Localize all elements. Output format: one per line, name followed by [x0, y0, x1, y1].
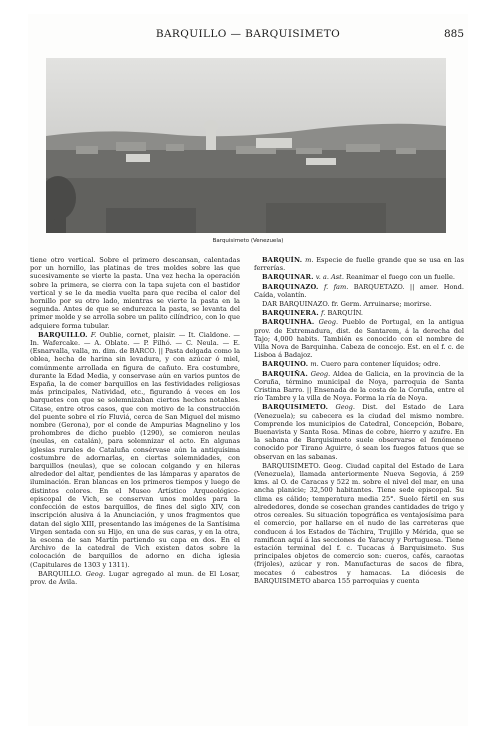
- continued-text: [30, 256, 240, 330]
- entry-label: m.: [305, 256, 314, 264]
- entry-text: DAR BARQUINAZO. fr. Germ. Arruinarse; morirse.: [262, 300, 432, 309]
- photo-caption: Barquisimeto (Venezuela): [212, 238, 284, 244]
- page-header: [28, 28, 468, 42]
- right-column: [254, 256, 464, 726]
- entry-label: f. fam.: [323, 282, 349, 291]
- entry-text: BARQUISIMETO. Geog. Ciudad capital del Estado de Lara (Venezuela), llamada anteriormente Nueva Segovia, á 259 kms. al O. de Caracas y 522 m. sobre el nivel del mar, en una ancha planicie; 32,500 habitantes. Tiene sede episcopal. Su clima es cálido; temperatura media 25°. Suelo fértil en sus alrededores, donde se cosechan grandes cantidades de trigo y otros cereales. Su situación topográfica es ventajosísima para el comercio, por hallarse en el nudo de las carreteras que conducen á los Estados de Táchira, Trujillo y Mérida, que se ramifican aquí á las secciones de Yaracuy y Portuguesa. Tiene estación terminal del f. c. Tucacas á Barquisimeto. Sus principales objetos de comercio son: cueros, cafés, caraotas (frijoles), azúcar y ron. Manufacturas de sacos de fibra, mecates ó cabestros y hamacas. La diócesis de BARQUISIMETO abarca 155 parroquias y cuenta: [254, 461, 464, 585]
- dictionary-entry: [254, 360, 464, 368]
- entry-label: Geog.: [318, 318, 339, 327]
- entry-text: tiene otro vertical. Sobre el primero descansan, calentadas por un hornillo, las platinas de tres moldes sobre las que sucesivamente se vierte la pasta. Una vez hecha la operación sobre la primera, se cierra con la tapa sujeta con el bastidor vertical y se le da media vuelta para que reciba el calor del hornillo por su otro lado, mientras se vierte la pasta en la segunda. Antes de que se endurezca la pasta, se levanta del primer molde y se arrolla sobre un palito cilíndrico, con lo que adquiere forma tubular.: [30, 256, 240, 330]
- entry-label: m.: [310, 360, 319, 369]
- running-title: BARQUILLO — BARQUISIMETO: [155, 28, 341, 40]
- headword-small: BARQUILLO.: [38, 569, 83, 578]
- dictionary-entry: [30, 570, 240, 586]
- dictionary-entry: [254, 273, 464, 281]
- dictionary-entry: [254, 370, 464, 403]
- headword: BARQUINAR.: [262, 273, 314, 282]
- entry-text: Aldea de Galicia, en la provincia de la Coruña, término municipal de Noya, parroquia de Santa Cristina Barro. || Ensenada de la costa de la Coruña, entre el río Tambre y la villa de Noya. Forma la ría de Noya.: [254, 369, 464, 403]
- headword: BARQUINAZO.: [262, 282, 319, 291]
- entry-text: Dist. del Estado de Lara (Venezuela); su cabecera es la ciudad del mismo nombre. Comprende los municipios de Catedral, Concepción, Bobare, Buenavista y Santa Rosa. Minas de cobre, hierro y azufre. En la sabana de Barquisimeto suele observarse el fenómeno conocido por Tirano Aguirre, ó sean los fuegos fatuos que se observan en las sabanas.: [254, 403, 464, 461]
- entry-text: Lugar agregado al mun. de El Losar, prov. de Ávila.: [30, 569, 240, 586]
- headword: BARQUINHA.: [262, 318, 315, 327]
- entry-label: f.: [321, 309, 326, 318]
- headword: BARQUIÑA.: [262, 369, 308, 378]
- headword: BARQUINO.: [262, 360, 309, 369]
- dictionary-entry: [254, 462, 464, 585]
- entry-label: v. a. Ast.: [315, 273, 344, 282]
- dictionary-entry: [254, 318, 464, 359]
- city-photograph: [46, 58, 446, 233]
- entry-text: Reanimar el fuego con un fuelle.: [346, 273, 456, 282]
- dictionary-entry: [254, 309, 464, 317]
- entry-label: Geog.: [310, 369, 331, 378]
- entry-label: Geog.: [335, 403, 355, 412]
- headword: BARQUÍN.: [262, 256, 303, 264]
- entry-text: Especie de fuelle grande que se usa en las ferrerías.: [254, 256, 464, 273]
- entry-text: Cuero para contener líquidos; odre.: [320, 360, 441, 369]
- entry-text: Oublie, cornet, plaisir. — It. Cialdone. — In. Wafercake. — A. Oblate. — P. Filhó. — C. Neula. — E. (Esnarvalla, valla, m. dim. de BARCO. || Pasta delgada como la oblea, hecha de harina sin levadura, y con azúcar ó miel, comúnmente arrollada en figura de cañuto. Era costumbre, durante la Edad Media, y conservase aún en varios puntos de España, la de comer barquillos en las festividades religiosas más principales, Natividad, etc., figurando á veces en los barquetes con que se solemnizaban ciertos hechos notables. Citase, entre otros casos, que con motivo de la construcción del puente sobre el río Fluviá, cerca de San Miguel del mismo nombre (Gerona), por el conde de Ampurias Magnelino y los prohombres de dicho pueblo (1290), se comieron neulas (neulas, en catalán), para solemnizar el acto. En algunas iglesias rurales de Cataluña consérvase aún la antiquísima costumbre de adornarlas, en ciertas solemnidades, con barquillos (neulas), que se colocan colgando y en hileras alrededor del altar, pendientes de las lámparas y aparatos de iluminación. Eran blancas en los primeros tiempos y luego de distintos colores. En el Museo Artístico Arqueológico-episcopal de Vich, se conservan unos moldes para la confección de estos barquillos, de fines del siglo XIV, con inscripción alusiva á la Anunciación, y unos fragmentos que datan del siglo XIII, presentando las imágenes de la Santísima Virgen sentada con su Hijo, en una de sus caras, y en la otra, la escena de san Martín partiendo su capa en dos. En el Archivo de la catedral de Vich existen datos sobre la colocación de barquillos de adorno en dicha iglesia (Capitulares de 1303 y 1311).: [30, 330, 240, 569]
- page-number: 885: [443, 28, 464, 40]
- dictionary-entry: [254, 283, 464, 299]
- photo-illustration: [46, 58, 446, 233]
- entry-text: BARQUETAZO. || amer. Hond. Caída, volantín.: [254, 282, 464, 299]
- dictionary-entry: [254, 403, 464, 460]
- entry-text: Pueblo de Portugal, en la antigua prov. de Extremadura, dist. de Santarem, á la derecha del Tajo; 4,000 habits. También es conocido con el nombre de Villa Nova de Barquinha. Cabeza de concejo. Est. en el f. c. de Lisboa á Badajoz.: [254, 318, 464, 360]
- dictionary-entry: [254, 300, 464, 308]
- entry-label: Geog.: [85, 569, 106, 578]
- headword: BARQUILLO.: [38, 330, 88, 339]
- headword: BARQUISIMETO.: [262, 403, 329, 412]
- left-column: [30, 256, 240, 726]
- dictionary-entry: [254, 256, 464, 272]
- entry-text: BARQUÍN.: [327, 309, 364, 318]
- entry-label: F.: [90, 330, 97, 339]
- dictionary-entry: [30, 331, 240, 569]
- dictionary-page: [28, 14, 468, 726]
- headword: BARQUINERA.: [262, 309, 319, 318]
